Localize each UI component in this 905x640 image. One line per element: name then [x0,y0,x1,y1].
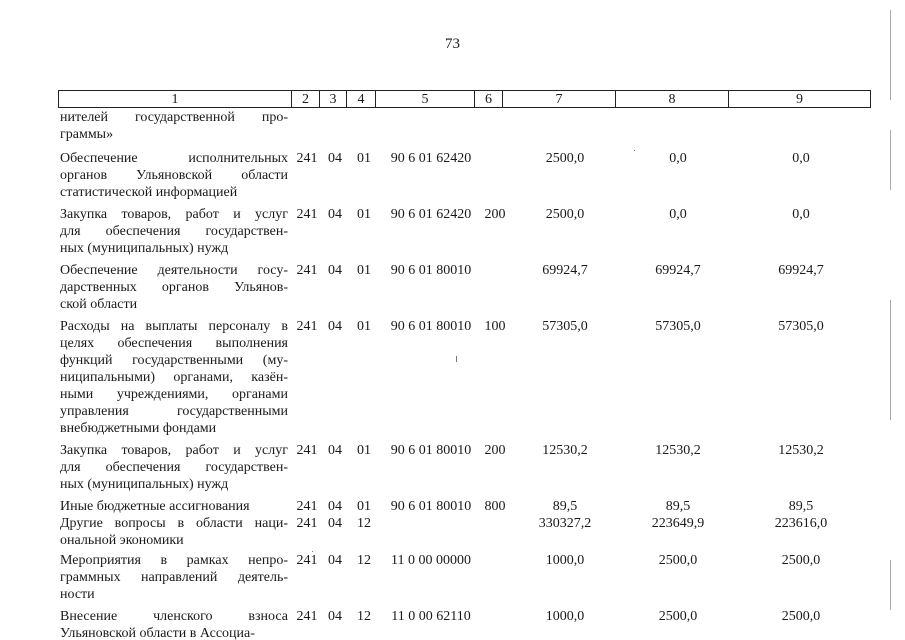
row-ministry-code: 241 [296,553,318,568]
row-name-line: для обеспечения государствен- [60,224,288,239]
row-amount-year-3: 12530,2 [778,443,824,458]
row-target-article: 90 6 01 80010 [390,443,472,458]
row-section-code: 04 [328,319,342,334]
row-ministry-code: 241 [296,443,318,458]
page-number: 73 [445,36,460,52]
row-ministry-code: 241 [296,499,318,514]
row-target-article: 90 6 01 80010 [390,263,472,278]
row-amount-year-2: 223649,9 [651,516,705,531]
row-ministry-code: 241 [296,516,318,531]
column-header-table [58,90,871,108]
row-name [60,150,288,201]
row-amount-year-3: 0,0 [792,207,810,222]
row-amount-year-3: 69924,7 [778,263,824,278]
row-amount-year-1: 69924,7 [542,263,588,278]
row-name-line: Закупка товаров, работ и услуг [60,207,288,222]
row-name-line: целях обеспечения выполнения [60,336,288,351]
row-target-article: 11 0 00 00000 [391,553,471,568]
scan-edge-mark [890,10,891,100]
row-name-line: Иные бюджетные ассигнования [60,499,250,514]
column-header-row [59,91,871,108]
row-name [60,109,288,143]
row-name [60,318,288,437]
row-amount-year-3: 223616,0 [774,516,828,531]
row-target-article: 90 6 01 62420 [390,207,472,222]
row-section-code: 04 [328,207,342,222]
row-name-line: Обеспечение деятельности госу- [60,263,288,278]
column-header-8: 8 [616,91,729,108]
row-amount-year-2: 2500,0 [658,609,698,624]
scan-speck [456,356,457,362]
row-name-line: ской области [60,297,138,312]
row-amount-year-1: 1000,0 [545,553,585,568]
row-amount-year-2: 0,0 [669,151,687,166]
column-header-6: 6 [475,91,503,108]
row-name [60,262,288,313]
row-target-article: 90 6 01 80010 [390,499,472,514]
row-subsection-code: 12 [357,609,371,624]
row-subsection-code: 01 [357,263,371,278]
row-name-line: органов Ульяновской области [60,168,288,183]
row-name-line: функций государственными (му- [60,353,288,368]
row-name-line: для обеспечения государствен- [60,460,288,475]
row-name-line: внебюджетными фондами [60,421,217,436]
column-header-4: 4 [347,91,376,108]
row-amount-year-3: 2500,0 [781,609,821,624]
row-section-code: 04 [328,609,342,624]
row-section-code: 04 [328,151,342,166]
row-ministry-code: 241 [296,207,318,222]
row-section-code: 04 [328,263,342,278]
scan-edge-mark [890,300,891,420]
row-expense-type: 800 [484,499,506,514]
row-section-code: 04 [328,553,342,568]
row-name-line: дарственных органов Ульянов- [60,280,288,295]
row-name-line: граммных направлений деятель- [60,570,288,585]
row-amount-year-2: 57305,0 [655,319,701,334]
row-subsection-code: 01 [357,319,371,334]
row-name [60,552,288,603]
scan-edge-mark [890,130,891,190]
row-ministry-code: 241 [296,319,318,334]
row-expense-type: 200 [484,207,506,222]
row-name-line: Ульяновской области в Ассоциа- [60,626,255,640]
row-subsection-code: 01 [357,499,371,514]
row-subsection-code: 01 [357,151,371,166]
row-name-line: управления государственными [60,404,288,419]
row-name [60,442,288,493]
row-amount-year-2: 2500,0 [658,553,698,568]
row-amount-year-1: 2500,0 [545,151,585,166]
row-ministry-code: 241 [296,151,318,166]
column-header-3: 3 [320,91,347,108]
row-amount-year-1: 12530,2 [542,443,588,458]
row-amount-year-1: 57305,0 [542,319,588,334]
row-name [60,608,288,640]
row-amount-year-3: 89,5 [788,499,814,514]
row-amount-year-2: 12530,2 [655,443,701,458]
row-subsection-code: 01 [357,207,371,222]
row-name-line: нителей государственной про- [60,110,288,125]
column-header-9: 9 [729,91,871,108]
row-name-line: ниципальными) органами, казён- [60,370,288,385]
row-name-line: Закупка товаров, работ и услуг [60,443,288,458]
row-name [60,498,288,515]
scan-speck [312,551,313,552]
row-name-line: ональной экономики [60,533,184,548]
row-section-code: 04 [328,443,342,458]
row-amount-year-3: 2500,0 [781,553,821,568]
row-amount-year-3: 0,0 [792,151,810,166]
scan-edge-mark [890,560,891,610]
row-section-code: 04 [328,516,342,531]
row-name-line: ными учреждениями, органами [60,387,288,402]
column-header-2: 2 [292,91,320,108]
row-expense-type: 200 [484,443,506,458]
row-target-article: 11 0 00 62110 [391,609,471,624]
row-subsection-code: 01 [357,443,371,458]
row-name-line: Расходы на выплаты персоналу в [60,319,288,334]
row-amount-year-3: 57305,0 [778,319,824,334]
row-ministry-code: 241 [296,263,318,278]
row-name-line: Мероприятия в рамках непро- [60,553,288,568]
row-amount-year-1: 330327,2 [538,516,592,531]
column-header-1: 1 [59,91,292,108]
row-section-code: 04 [328,499,342,514]
row-amount-year-2: 69924,7 [655,263,701,278]
row-name [60,515,288,549]
row-ministry-code: 241 [296,609,318,624]
row-amount-year-1: 89,5 [552,499,578,514]
row-target-article: 90 6 01 62420 [390,151,472,166]
row-expense-type: 100 [484,319,506,334]
row-name-line: ных (муниципальных) нужд [60,477,229,492]
row-subsection-code: 12 [357,553,371,568]
row-name-line: Внесение членского взноса [60,609,288,624]
row-name-line: граммы» [60,127,114,142]
row-amount-year-2: 89,5 [665,499,691,514]
row-subsection-code: 12 [357,516,371,531]
row-target-article: 90 6 01 80010 [390,319,472,334]
row-name-line: Другие вопросы в области наци- [60,516,288,531]
column-header-7: 7 [503,91,616,108]
row-name-line: Обеспечение исполнительных [60,151,288,166]
column-header-5: 5 [376,91,475,108]
row-amount-year-1: 2500,0 [545,207,585,222]
row-amount-year-1: 1000,0 [545,609,585,624]
row-name [60,206,288,257]
row-amount-year-2: 0,0 [669,207,687,222]
row-name-line: ных (муниципальных) нужд [60,241,229,256]
scan-speck [634,150,635,151]
row-name-line: ности [60,587,95,602]
row-name-line: статистической информацией [60,185,238,200]
